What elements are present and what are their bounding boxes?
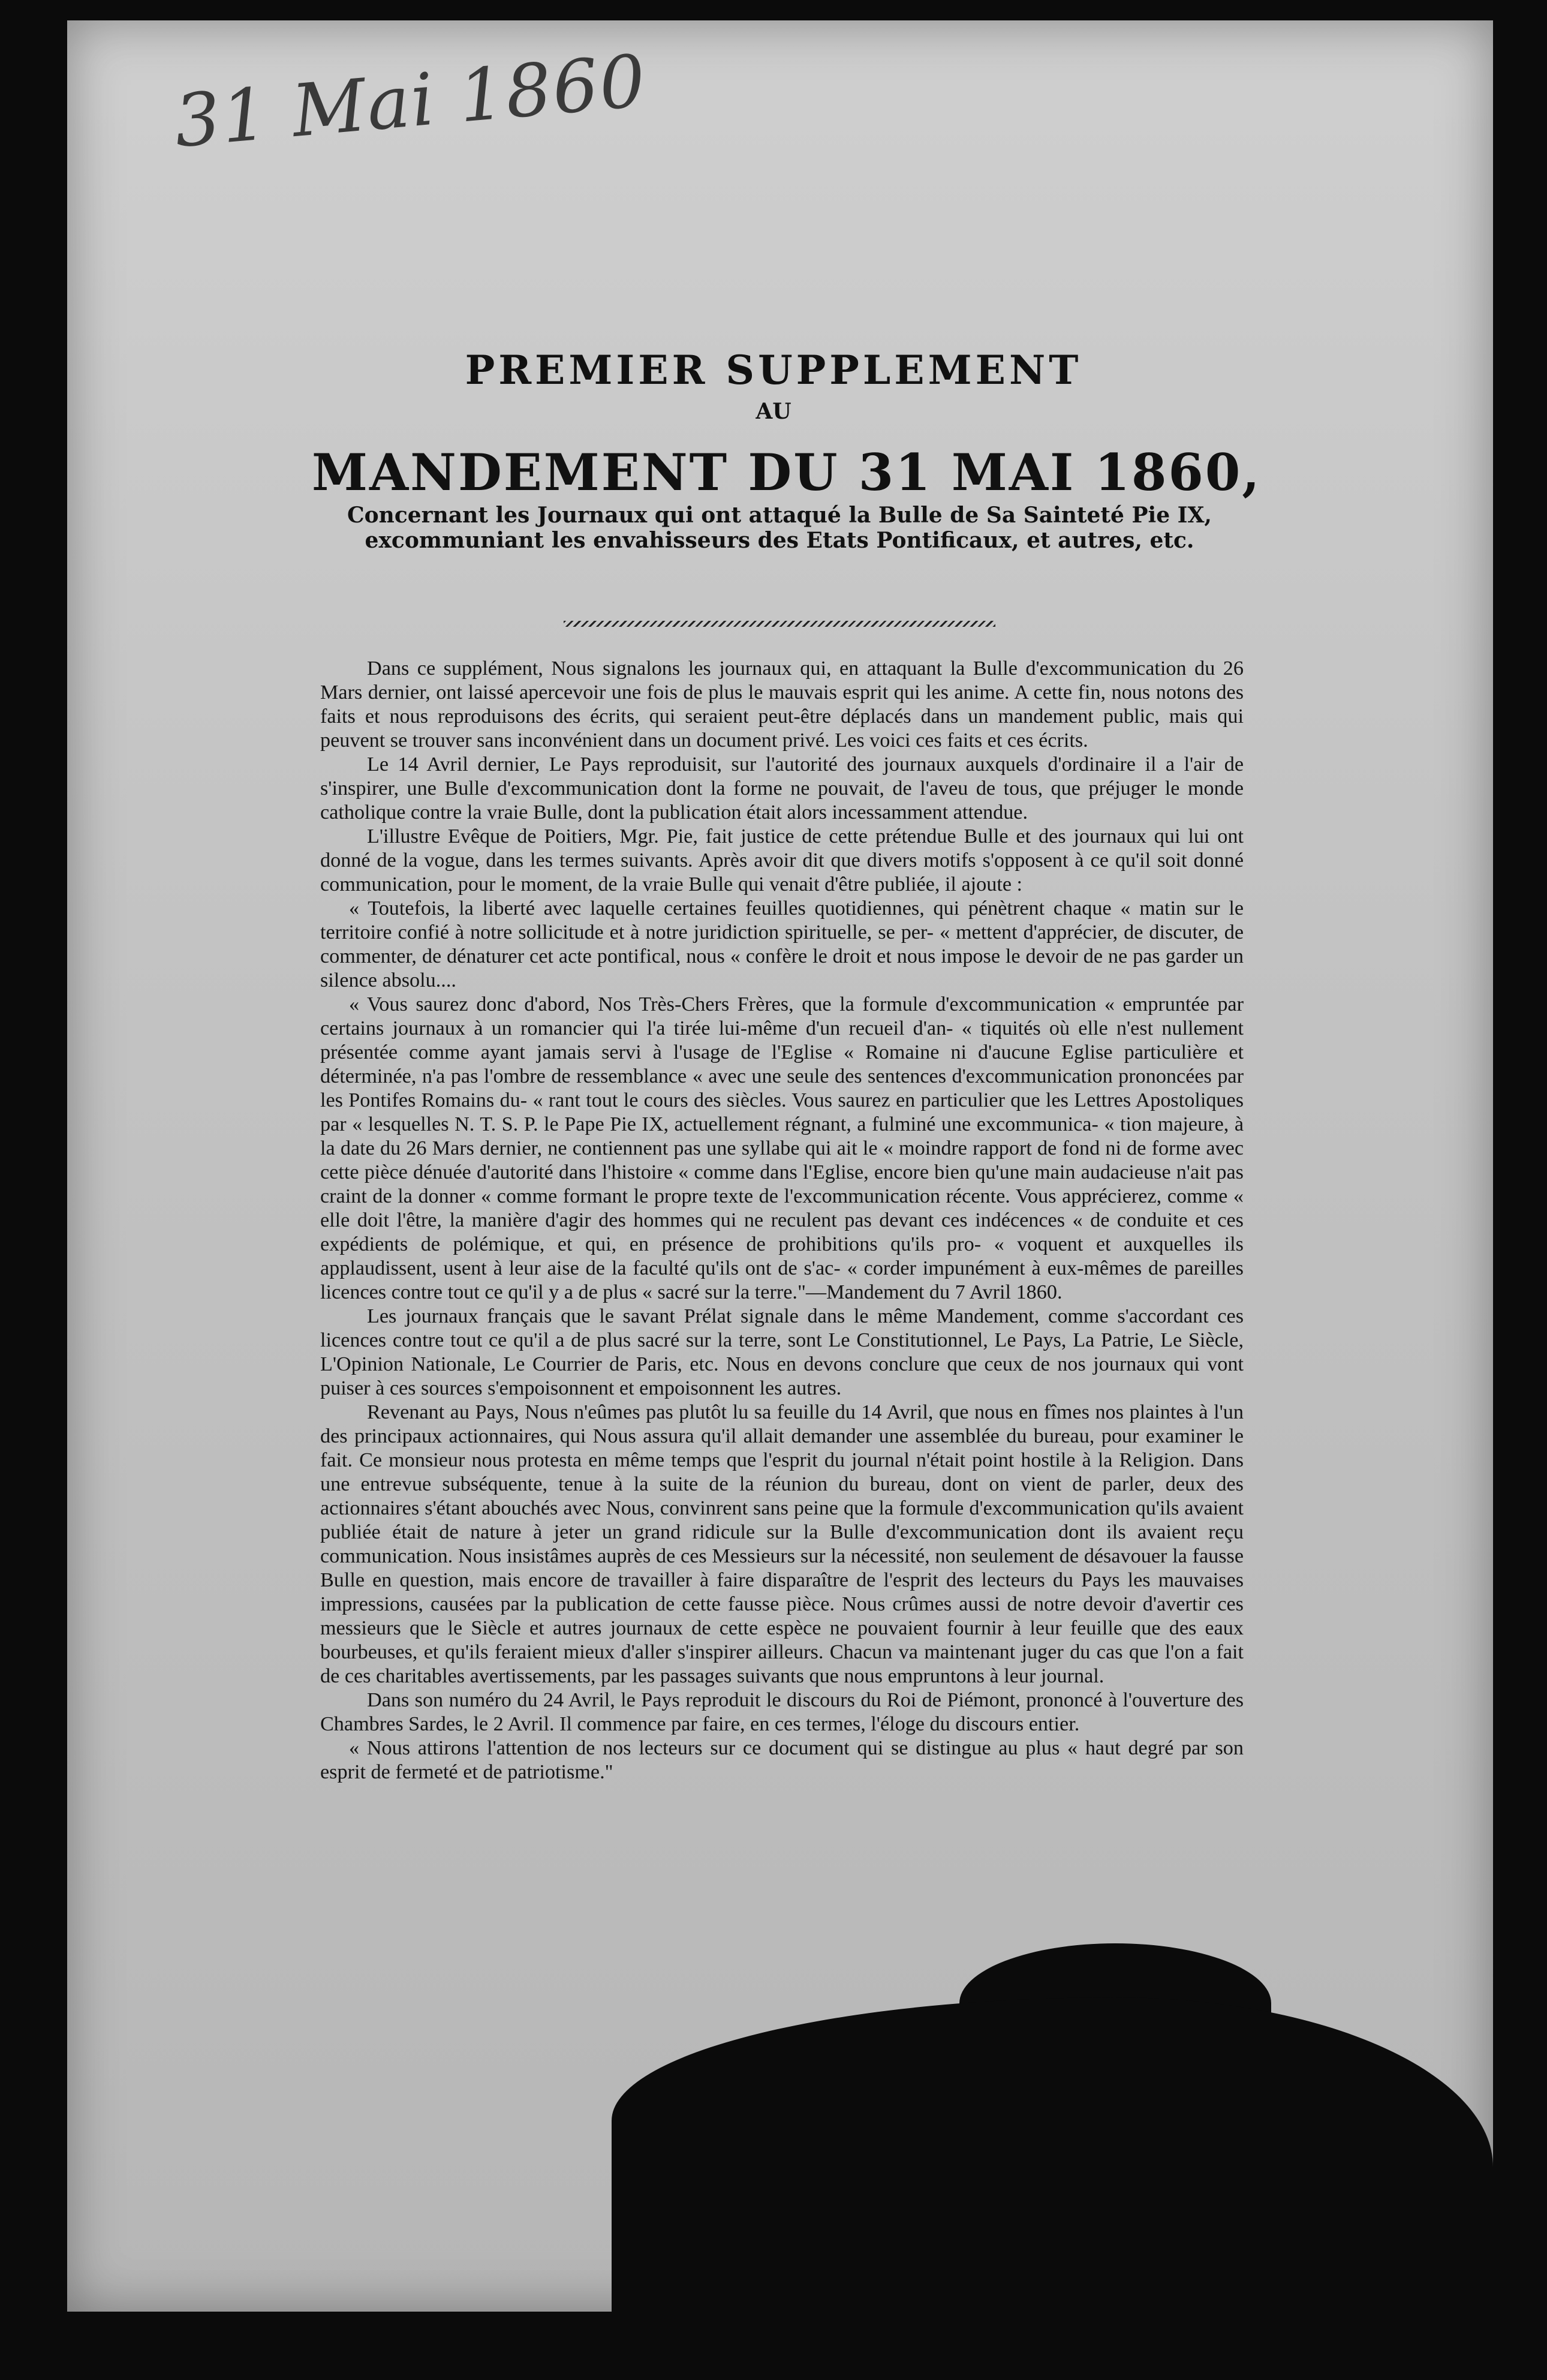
- paragraph: Dans ce supplément, Nous signalons les journaux qui, en attaquant la Bulle d'excommunication du 26 Mars dernier, ont laissé apercevoir une fois de plus le mauvais esprit qui les anime. A cette fin, nous notons des faits et nous reproduisons des écrits, qui seraient peut-être déplacés dans un mandement public, mais qui peuvent se trouver sans inconvénient dans un document privé. Les voici ces faits et ces écrits.: [320, 657, 1244, 752]
- heading-au: AU: [756, 399, 791, 424]
- paragraph: Les journaux français que le savant Prélat signale dans le même Mandement, comme s'accordant ces licences contre tout ce qu'il a de plus sacré sur la terre, sont Le Constitutionnel, Le Pays, La Patrie, Le Siècle, L'Opinion Nationale, Le Courrier de Paris, etc. Nous en devons conclure que ceux de nos journaux qui vont puiser à ces sources s'empoisonnent et empoisonnent les autres.: [320, 1305, 1244, 1399]
- paragraph: L'illustre Evêque de Poitiers, Mgr. Pie, fait justice de cette prétendue Bulle et des journaux qui lui ont donné de la vogue, dans les termes suivants. Après avoir dit que divers motifs s'opposent à ce qu'il soit donné communication, pour le moment, de la vraie Bulle qui venait d'être publiée, il ajoute :: [320, 825, 1244, 895]
- torn-edge: [612, 1997, 1493, 2321]
- quoted-paragraph: « Vous saurez donc d'abord, Nos Très-Chers Frères, que la formule d'excommunication « empruntée par certains journaux à un romancier qui l'a tirée lui-même d'un recueil d'an- « tiquités où elle n'est nullement présentée comme ayant jamais servi à l'usage de l'Eglise « Romaine ni d'aucune Eglise particulière et déterminée, n'a pas l'ombre de ressemblance « avec une seule des sentences d'excommunication prononcées par les Pontifes Romains du- « rant tout le cours des siècles. Vous saurez en particulier que les Lettres Apostoliques par « lesquelles N. T. S. P. le Pape Pie IX, actuellement régnant, a fulminé une excommunica- « tion majeure, à la date du 26 Mars dernier, ne contiennent pas une syllabe qui ait le « moindre rapport de fond ni de forme avec cette pièce dénuée d'autorité dans l'histoire « comme dans l'Eglise, encore bien qu'une main audacieuse n'ait pas craint de la donner « comme formant le propre texte de l'excommunication récente. Vous apprécierez, comme « elle doit l'être, la manière d'agir des hommes qui ne reculent pas devant ces indécences « de conduite et ces expédients de polémique, et qui, en présence de prohibitions qu'ils pro- « voquent et auxquelles ils applaudissent, usent à leur aise de la faculté qu'ils ont de s'ac- « corder impunément à eux-mêmes de pareilles licences contre tout ce qu'il y a de plus « sacré sur la terre."—Mandement du 7 Avril 1860.: [320, 993, 1244, 1303]
- paragraph: Le 14 Avril dernier, Le Pays reproduisit, sur l'autorité des journaux auxquels d'ordinaire il a l'air de s'inspirer, une Bulle d'excommunication dont la forme ne pouvait, de l'aveu de tous, que préjuger le monde catholique contre la vraie Bulle, dont la publication était alors incessamment attendue.: [320, 753, 1244, 824]
- quoted-paragraph: « Toutefois, la liberté avec laquelle certaines feuilles quotidiennes, qui pénètrent chaque « matin sur le territoire confié à notre sollicitude et à notre juridiction spirituelle, se per- « mettent d'apprécier, de discuter, de commenter, de dénaturer cet acte pontifical, nous « confère le droit et nous impose le devoir de ne pas garder un silence absolu....: [320, 897, 1244, 991]
- document-body: [320, 657, 1244, 1784]
- paragraph: Revenant au Pays, Nous n'eûmes pas plutôt lu sa feuille du 14 Avril, que nous en fîmes nos plaintes à l'un des principaux actionnaires, qui Nous assura qu'il allait demander une assemblée du bureau, pour examiner le fait. Ce monsieur nous protesta en même temps que l'esprit du journal n'était point hostile à la Religion. Dans une entrevue subséquente, tenue à la suite de la réunion du bureau, dont on vient de parler, deux des actionnaires s'étant abouchés avec Nous, convinrent sans peine que la formule d'excommunication qu'ils avaient publiée était de nature à jeter un grand ridicule sur la Bulle d'excommunication dont ils avaient reçu communication. Nous insistâmes auprès de ces Messieurs sur la nécessité, non seulement de désavouer la fausse Bulle en question, mais encore de travailler à faire disparaître de l'esprit des lecteurs du Pays les mauvaises impressions, causées par la publication de cette fausse pièce. Nous crûmes aussi de notre devoir d'avertir ces messieurs que le Siècle et autres journaux de cette espèce ne pouvaient fournir à leur feuille que des eaux bourbeuses, et qu'ils feraient mieux d'aller s'inspirer ailleurs. Chacun va maintenant juger du cas que l'on a fait de ces charitables avertissements, par les passages suivants que nous empruntons à leur journal.: [320, 1401, 1244, 1687]
- decorative-rule: [564, 621, 995, 627]
- handwritten-date: 31 Mai 1860: [171, 39, 650, 164]
- quoted-paragraph: « Nous attirons l'attention de nos lecteurs sur ce document qui se distingue au plus « haut degré par son esprit de fermeté et de patriotisme.": [320, 1737, 1244, 1783]
- heading-title: PREMIER SUPPLEMENT: [465, 347, 1082, 393]
- paragraph: Dans son numéro du 24 Avril, le Pays reproduit le discours du Roi de Piémont, prononcé à l'ouverture des Chambres Sardes, le 2 Avril. Il commence par faire, en ces termes, l'éloge du discours entier.: [320, 1689, 1244, 1735]
- heading-subtitle: Concernant les Journaux qui ont attaqué la Bulle de Sa Sainteté Pie IX, excommuniant les envahisseurs des Etats Pontificaux, et autres, etc.: [347, 503, 1212, 553]
- heading-mandement: MANDEMENT DU 31 MAI 1860,: [312, 443, 1262, 502]
